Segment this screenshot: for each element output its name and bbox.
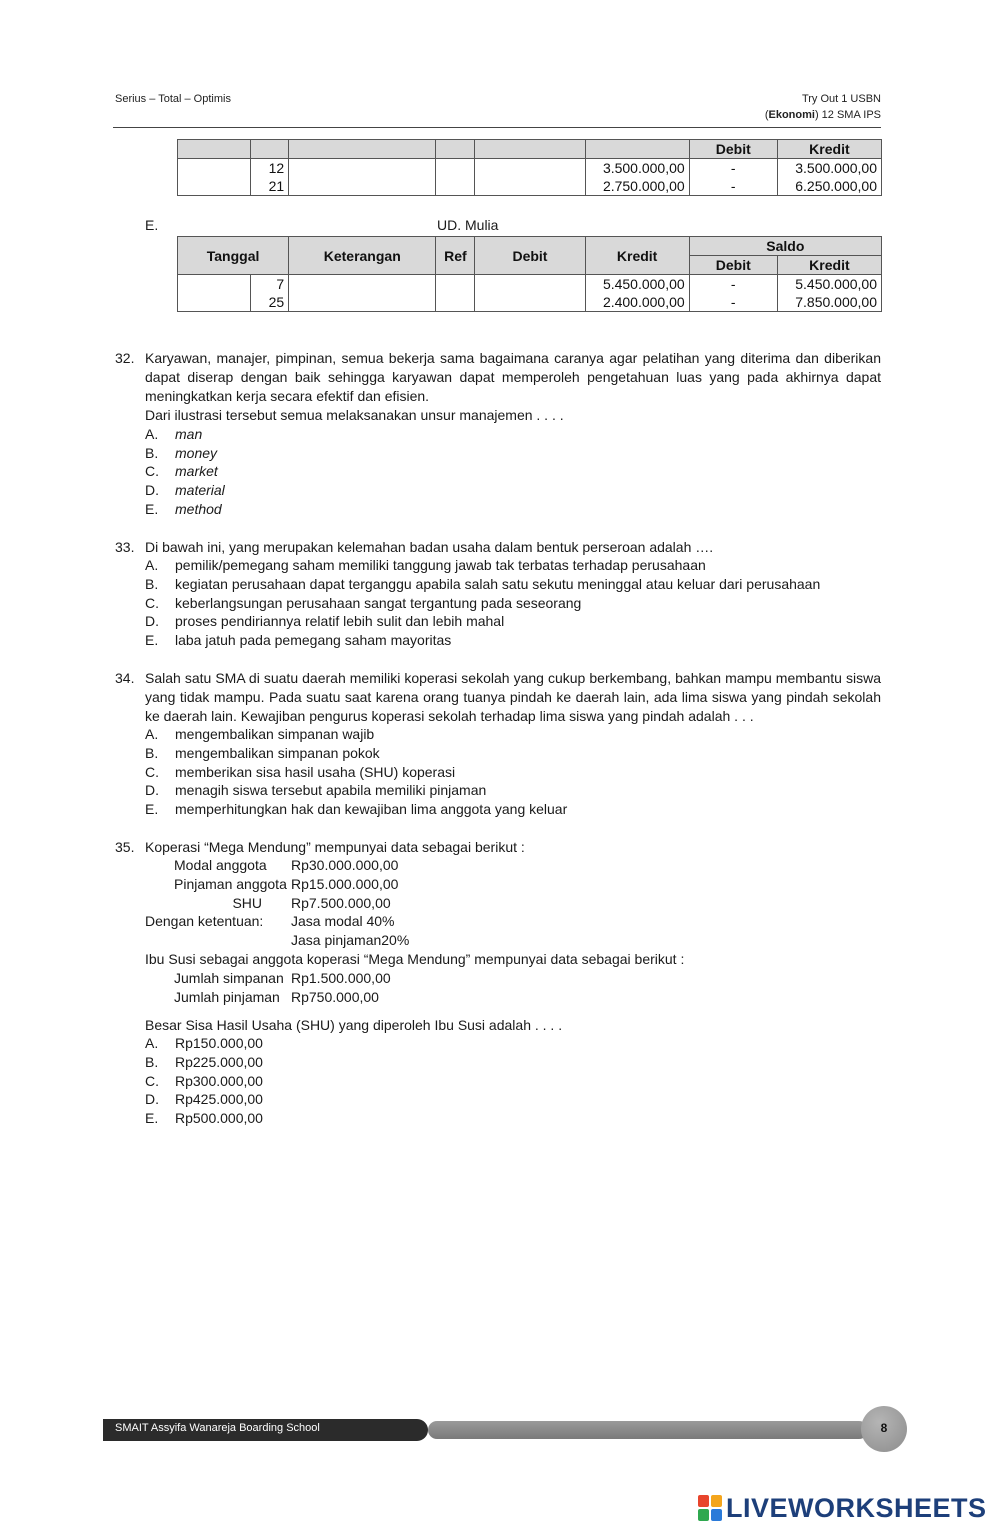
answer-option[interactable] — [145, 500, 222, 519]
liveworksheets-wordmark: LIVEWORKSHEETS — [726, 1492, 987, 1523]
answer-option[interactable] — [145, 556, 706, 575]
answer-option[interactable] — [145, 800, 567, 819]
answer-option[interactable] — [145, 462, 218, 481]
answer-option[interactable] — [145, 612, 504, 631]
option-text: market — [175, 463, 218, 479]
option-letter: D. — [145, 613, 159, 629]
cell-kredit: 2.750.000,00 — [585, 177, 689, 196]
option-letter: C. — [145, 595, 159, 611]
option-text: kegiatan perusahaan dapat terganggu apabila salah satu sekutu meninggal atau keluar dari perusahaan — [175, 576, 821, 592]
cell-saldo-debit: - — [689, 293, 777, 312]
answer-option[interactable] — [145, 1090, 263, 1109]
option-text: Rp500.000,00 — [175, 1110, 263, 1126]
ketentuan-label: Dengan ketentuan: — [145, 913, 264, 929]
cell-saldo-debit: - — [689, 177, 777, 196]
col-saldo-debit: Debit — [689, 256, 777, 275]
question-text: Salah satu SMA di suatu daerah memiliki koperasi sekolah yang cukup berkembang, bahkan mampu membantu siswa yang tidak mampu. Pada suatu saat karena orang tuanya pindah ke daerah lain, ada lima siswa yang pindah sekolah ke daerah lain. Kewajiban pengurus koperasi sekolah terhadap lima siswa yang pindah adalah . . . — [145, 670, 881, 724]
cell-saldo-debit: - — [689, 275, 777, 294]
header-right-line2: (Ekonomi) 12 SMA IPS — [764, 109, 881, 121]
col-saldo-kredit: Kredit — [777, 256, 881, 275]
data-value: Rp30.000.000,00 — [291, 857, 399, 873]
col-debit: Debit — [475, 237, 585, 275]
question-number: 32. — [115, 350, 135, 366]
table-row — [178, 275, 882, 294]
answer-option[interactable] — [145, 425, 202, 444]
option-text: mengembalikan simpanan pokok — [175, 745, 380, 761]
table-header-row — [178, 237, 882, 256]
cell-kredit: 5.450.000,00 — [585, 275, 689, 294]
option-text: pemilik/pemegang saham memiliki tanggung jawab tak terbatas terhadap perusahaan — [175, 557, 706, 573]
option-text: method — [175, 501, 222, 517]
col-kredit: Kredit — [585, 237, 689, 275]
data-value: Rp7.500.000,00 — [291, 895, 391, 911]
answer-option[interactable] — [145, 744, 380, 763]
footer-school-name: SMAIT Assyifa Wanareja Boarding School — [115, 1422, 320, 1434]
table-row — [178, 177, 882, 196]
data-value: Rp750.000,00 — [291, 989, 379, 1005]
option-text: Rp225.000,00 — [175, 1054, 263, 1070]
table-header-row — [178, 140, 882, 159]
header-class: 12 SMA IPS — [818, 109, 881, 121]
liveworksheets-icon — [698, 1495, 722, 1521]
cell-kredit: 2.400.000,00 — [585, 293, 689, 312]
col-saldo-debit: Debit — [689, 140, 777, 159]
question-text: Di bawah ini, yang merupakan kelemahan badan usaha dalam bentuk perseroan adalah …. — [145, 539, 714, 555]
cell-saldo-kredit: 3.500.000,00 — [777, 159, 881, 178]
page-number: 8 — [861, 1406, 907, 1452]
option-letter: D. — [145, 782, 159, 798]
option-letter: D. — [145, 1091, 159, 1107]
option-letter: E. — [145, 501, 159, 517]
option-text: Rp150.000,00 — [175, 1035, 263, 1051]
option-letter: C. — [145, 764, 159, 780]
option-text: laba jatuh pada pemegang saham mayoritas — [175, 632, 452, 648]
header-right-line1: Try Out 1 USBN — [801, 93, 881, 105]
option-letter: B. — [145, 576, 159, 592]
answer-option[interactable] — [145, 575, 820, 594]
option-letter: B. — [145, 1054, 159, 1070]
member-text: Ibu Susi sebagai anggota koperasi “Mega Mendung” mempunyai data sebagai berikut : — [145, 951, 685, 967]
option-letter: E. — [145, 1110, 159, 1126]
option-letter: A. — [145, 557, 159, 573]
ledger-table-d-partial — [177, 139, 882, 196]
data-label: SHU — [232, 895, 262, 911]
question-prompt: Besar Sisa Hasil Usaha (SHU) yang diperoleh Ibu Susi adalah . . . . — [145, 1017, 563, 1033]
option-letter: A. — [145, 726, 159, 742]
option-text: menagih siswa tersebut apabila memiliki pinjaman — [175, 782, 487, 798]
option-letter: D. — [145, 482, 159, 498]
data-label: Modal anggota — [174, 857, 267, 873]
ketentuan-item: Jasa modal 40% — [291, 913, 395, 929]
question-text: Koperasi “Mega Mendung” mempunyai data sebagai berikut : — [145, 839, 525, 855]
footer-bar — [428, 1421, 868, 1439]
option-letter: C. — [145, 463, 159, 479]
ketentuan-item: Jasa pinjaman20% — [291, 932, 410, 948]
cell-tanggal: 12 — [251, 159, 289, 178]
answer-option[interactable] — [145, 594, 581, 613]
option-e-label: E. — [145, 217, 159, 233]
cell-kredit: 3.500.000,00 — [585, 159, 689, 178]
table-row — [178, 159, 882, 178]
data-value: Rp15.000.000,00 — [291, 876, 399, 892]
data-label: Jumlah simpanan — [174, 970, 284, 986]
col-saldo: Saldo — [689, 237, 881, 256]
table-row — [178, 293, 882, 312]
cell-tanggal: 21 — [251, 177, 289, 196]
cell-tanggal: 25 — [251, 293, 289, 312]
option-text: proses pendiriannya relatif lebih sulit dan lebih mahal — [175, 613, 505, 629]
answer-option[interactable] — [145, 781, 486, 800]
option-text: money — [175, 445, 218, 461]
option-text: Rp300.000,00 — [175, 1073, 263, 1089]
header-divider — [113, 127, 881, 128]
option-letter: E. — [145, 801, 159, 817]
data-label: Jumlah pinjaman — [174, 989, 280, 1005]
cell-tanggal: 7 — [251, 275, 289, 294]
cell-saldo-kredit: 7.850.000,00 — [777, 293, 881, 312]
option-text: Rp425.000,00 — [175, 1091, 263, 1107]
answer-option[interactable] — [145, 444, 217, 463]
option-letter: B. — [145, 745, 159, 761]
answer-option[interactable] — [145, 1072, 263, 1091]
question-number: 34. — [115, 670, 135, 686]
ledger-title: UD. Mulia — [437, 217, 499, 233]
col-keterangan: Keterangan — [289, 237, 436, 275]
answer-option[interactable] — [145, 1109, 263, 1128]
header-left: Serius – Total – Optimis — [115, 93, 231, 105]
answer-option[interactable] — [145, 725, 374, 744]
ledger-table-e — [177, 236, 882, 312]
question-prompt: Dari ilustrasi tersebut semua melaksanakan unsur manajemen . . . . — [145, 407, 564, 423]
question-number: 35. — [115, 839, 135, 855]
option-text: mengembalikan simpanan wajib — [175, 726, 375, 742]
cell-saldo-debit: - — [689, 159, 777, 178]
liveworksheets-logo — [698, 1493, 987, 1523]
col-ref: Ref — [436, 237, 475, 275]
option-text: memberikan sisa hasil usaha (SHU) koperasi — [175, 764, 456, 780]
header-subject: Ekonomi — [768, 109, 815, 121]
question-text: Karyawan, manajer, pimpinan, semua bekerja sama bagaimana caranya agar pelatihan yang diterima dan diberikan dapat diserap dengan baik sehingga karyawan dapat memperoleh pengetahuan luas yang pada akhirnya dapat meningkatkan kerja secara efektif dan efisien. — [145, 350, 881, 404]
cell-saldo-kredit: 6.250.000,00 — [777, 177, 881, 196]
option-letter: C. — [145, 1073, 159, 1089]
question-number: 33. — [115, 539, 135, 555]
data-label: Pinjaman anggota — [174, 876, 287, 892]
option-letter: A. — [145, 1035, 159, 1051]
answer-option[interactable] — [145, 763, 455, 782]
data-value: Rp1.500.000,00 — [291, 970, 391, 986]
cell-saldo-kredit: 5.450.000,00 — [777, 275, 881, 294]
option-letter: B. — [145, 445, 159, 461]
option-text: material — [175, 482, 225, 498]
answer-option[interactable] — [145, 1053, 263, 1072]
option-text: keberlangsungan perusahaan sangat tergantung pada seseorang — [175, 595, 582, 611]
option-text: memperhitungkan hak dan kewajiban lima anggota yang keluar — [175, 801, 568, 817]
option-letter: E. — [145, 632, 159, 648]
option-letter: A. — [145, 426, 159, 442]
answer-option[interactable] — [145, 631, 451, 650]
col-saldo-kredit: Kredit — [777, 140, 881, 159]
option-text: man — [175, 426, 203, 442]
col-tanggal: Tanggal — [178, 237, 289, 275]
answer-option[interactable] — [145, 481, 225, 500]
answer-option[interactable] — [145, 1034, 263, 1053]
